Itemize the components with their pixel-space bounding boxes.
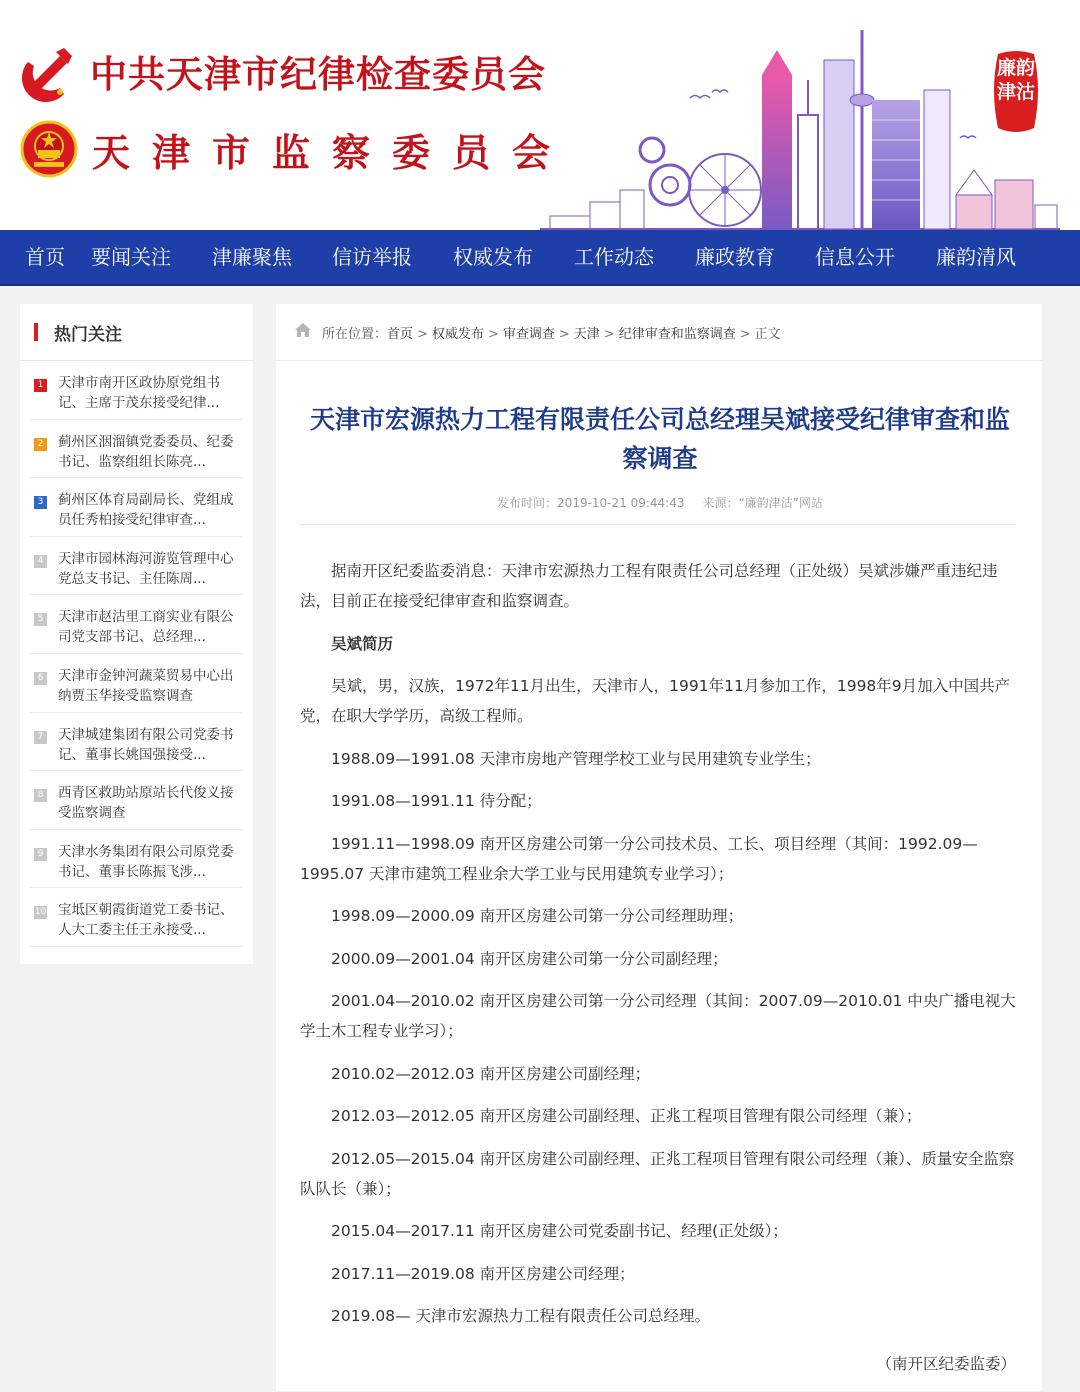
list-item-title[interactable]: 天津市南开区政协原党组书记、主席于茂东接受纪律... <box>58 375 220 411</box>
resume-entry: 2012.03—2012.05 南开区房建公司副经理、正兆工程项目管理有限公司经理（兼）； <box>331 1107 922 1125</box>
breadcrumb-separator: > <box>417 327 428 342</box>
list-item-title[interactable]: 天津市园林海河游览管理中心党总支书记、主任陈周... <box>58 550 234 587</box>
nav-item-release[interactable]: 权威发布 <box>453 245 533 269</box>
publish-time: 发布时间：2019-10-21 09:44:43 <box>497 496 685 510</box>
article-source: 来源：“廉韵津沽”网站 <box>702 496 823 510</box>
breadcrumb-current: 正文 <box>754 327 781 342</box>
national-emblem-icon <box>20 118 78 180</box>
resume-entry: 1991.08—1991.11 待分配； <box>331 792 542 810</box>
breadcrumb-separator: > <box>558 327 570 342</box>
resume-entry: 2015.04—2017.11 南开区房建公司党委副书记、经理(正处级）； <box>331 1222 788 1240</box>
breadcrumb-investigation[interactable]: 审查调查 <box>502 327 555 342</box>
breadcrumb <box>276 304 1042 361</box>
nav-item-focus[interactable]: 津廉聚焦 <box>212 245 292 269</box>
list-item[interactable] <box>30 654 243 713</box>
rank-badge: 10 <box>34 907 47 918</box>
home-icon <box>294 322 312 338</box>
org-line-supervision <box>20 118 572 180</box>
resume-entry: 1991.11—1998.09 南开区房建公司第一分公司技术员、工长、项目经理（其间：1992.09—1995.07 天津市建筑工程业余大学工业与民用建筑专业学习）； <box>300 834 978 883</box>
rank-badge: 2 <box>34 438 47 451</box>
sidebar-title: 热门关注 <box>54 325 122 345</box>
sidebar-header-bar <box>34 323 38 341</box>
resume-entry: 1998.09—2000.09 南开区房建公司第一分公司经理助理； <box>331 907 744 925</box>
list-item[interactable] <box>30 771 243 830</box>
list-item[interactable] <box>30 420 243 479</box>
article-paragraph: 据南开区纪委监委消息：天津市宏源热力工程有限责任公司总经理（正处级）吴斌涉嫌严重违纪违法，目前正在接受纪律审查和监察调查。 <box>300 562 998 610</box>
divider <box>300 524 1016 525</box>
org-title-supervision: 天津市监察委员会 <box>92 130 573 175</box>
nav-item-home[interactable]: 首页 <box>25 245 65 269</box>
resume-entry: 2010.02—2012.03 南开区房建公司副经理； <box>331 1064 651 1083</box>
rank-badge: 3 <box>34 496 47 509</box>
article-body <box>300 556 1016 1392</box>
list-item-title[interactable]: 天津市赵沽里工商实业有限公司党支部书记、总经理... <box>58 609 234 646</box>
breadcrumb-release[interactable]: 权威发布 <box>431 327 484 342</box>
resume-entry: 2000.09—2001.04 南开区房建公司第一分公司副经理； <box>331 949 728 968</box>
hot-topics-list <box>20 361 253 947</box>
rank-badge: 9 <box>34 848 47 861</box>
list-item[interactable] <box>30 478 243 537</box>
nav-item-culture[interactable]: 廉韵清风 <box>936 245 1016 269</box>
resume-entry: 2001.04—2010.02 南开区房建公司第一分公司经理（其间：2007.09—2010.01 中央广播电视大学土木工程专业学习）； <box>300 992 1016 1040</box>
main-nav <box>0 230 1080 286</box>
list-item[interactable] <box>30 361 243 420</box>
list-item[interactable] <box>30 537 243 596</box>
city-skyline-illustration <box>540 20 1060 230</box>
list-item[interactable] <box>30 888 243 947</box>
article-paragraph: 吴斌，男，汉族，1972年11月出生，天津市人，1991年11月参加工作，1998年9月加入中国共产党，在职大学学历，高级工程师。 <box>300 677 1011 725</box>
rank-badge: 1 <box>34 379 47 392</box>
list-item-title[interactable]: 天津城建集团有限公司党委书记、董事长姚国强接受... <box>58 726 234 763</box>
article-footer-source: （南开区纪委监委） <box>876 1355 1016 1373</box>
list-item[interactable] <box>30 830 243 889</box>
nav-item-education[interactable]: 廉政教育 <box>695 245 775 269</box>
list-item-title[interactable]: 蓟州区洇溜镇党委委员、纪委书记、监察组组长陈亮... <box>58 433 234 470</box>
org-title-commission: 中共天津市纪律检查委员会 <box>90 53 546 96</box>
article-title: 天津市宏源热力工程有限责任公司总经理吴斌接受纪律审查和监察调查 <box>309 405 1010 473</box>
hot-topics-sidebar <box>20 304 253 964</box>
seal-text: 廉韵津沽 <box>996 57 1035 103</box>
list-item-title[interactable]: 西青区救助站原站长代俊义接受监察调查 <box>58 785 234 822</box>
article-meta <box>300 494 1020 511</box>
nav-item-report[interactable]: 信访举报 <box>332 245 412 269</box>
article-panel <box>276 304 1042 1391</box>
list-item-title[interactable]: 宝坻区朝霞街道党工委书记、人大工委主任王永接受... <box>58 902 234 939</box>
breadcrumb-prefix: 所在位置： <box>322 327 388 342</box>
nav-item-disclosure[interactable]: 信息公开 <box>815 245 895 269</box>
resume-entry: 1988.09—1991.08 天津市房地产管理学校工业与民用建筑专业学生； <box>331 749 821 768</box>
party-emblem-icon <box>20 40 78 102</box>
list-item-title[interactable]: 天津市金钟河蔬菜贸易中心出纳贾玉华接受监察调查 <box>58 667 234 704</box>
article-subheading: 吴斌简历 <box>331 634 394 653</box>
breadcrumb-separator: > <box>739 327 751 342</box>
rank-badge: 6 <box>34 672 47 685</box>
rank-badge: 8 <box>34 789 47 802</box>
org-line-commission <box>20 40 546 102</box>
breadcrumb-separator: > <box>603 327 615 342</box>
list-item[interactable] <box>30 595 243 654</box>
breadcrumb-home[interactable]: 首页 <box>387 327 414 342</box>
resume-entry: 2012.05—2015.04 南开区房建公司副经理、正兆工程项目管理有限公司经理（兼）、质量安全监察队队长（兼）； <box>300 1149 1015 1198</box>
list-item-title[interactable]: 天津水务集团有限公司原党委书记、董事长陈振飞涉... <box>58 843 234 880</box>
breadcrumb-category[interactable]: 纪律审查和监察调查 <box>618 327 736 342</box>
resume-entry: 2019.08— 天津市宏源热力工程有限责任公司总经理。 <box>331 1307 711 1325</box>
nav-item-work[interactable]: 工作动态 <box>574 245 654 269</box>
list-item-title[interactable]: 蓟州区体育局副局长、党组成员任秀柏接受纪律审查... <box>58 492 234 529</box>
rank-badge: 7 <box>34 731 47 744</box>
list-item[interactable] <box>30 713 243 772</box>
sidebar-header <box>20 304 253 361</box>
nav-item-news[interactable]: 要闻关注 <box>91 245 171 269</box>
rank-badge: 5 <box>34 613 47 626</box>
breadcrumb-separator: > <box>487 327 499 342</box>
site-header <box>0 0 1080 230</box>
rank-badge: 4 <box>34 555 47 568</box>
resume-entry: 2017.11—2019.08 南开区房建公司经理； <box>331 1264 635 1283</box>
breadcrumb-tianjin[interactable]: 天津 <box>573 327 600 342</box>
